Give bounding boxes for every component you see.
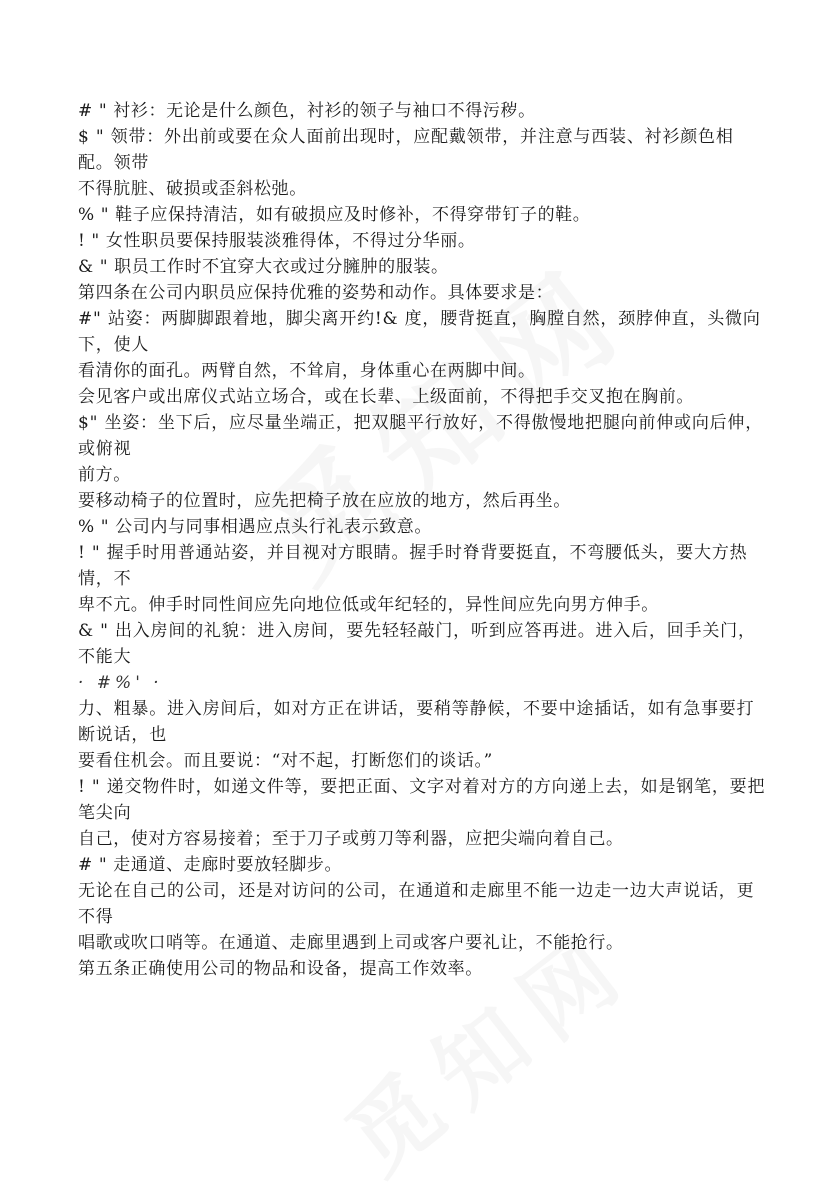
text-line: $" 坐姿：坐下后，应尽量坐端正，把双腿平行放好，不得傲慢地把腿向前伸或向后伸，或俯视	[78, 413, 764, 459]
section-heading: 第五条正确使用公司的物品和设备，提高工作效率。	[78, 959, 483, 979]
text-line: 要看住机会。而且要说：“对不起，打断您们的谈话。”	[78, 751, 493, 771]
stray-marks: · #%' ·	[78, 673, 163, 693]
text-line: 自己，使对方容易接着；至于刀子或剪刀等利器，应把尖端向着自己。	[78, 829, 624, 849]
text-line: ! " 握手时用普通站姿，并目视对方眼睛。握手时脊背要挺直，不弯腰低头，要大方热情，不	[78, 543, 748, 589]
text-line: 要移动椅子的位置时，应先把椅子放在应放的地方，然后再坐。	[78, 491, 571, 511]
text-line: $ " 领带：外出前或要在众人面前出现时，应配戴领带，并注意与西装、衬衫颜色相配。领带	[78, 127, 734, 173]
text-line: # " 走通道、走廊时要放轻脚步。	[78, 855, 343, 875]
text-line: % " 鞋子应保持清洁，如有破损应及时修补，不得穿带钉子的鞋。	[78, 205, 591, 225]
text-line: 会见客户或出席仪式站立场合，或在长辈、上级面前，不得把手交叉抱在胸前。	[78, 387, 694, 407]
text-line: 不得肮脏、破损或歪斜松弛。	[78, 179, 307, 199]
text-line: % " 公司内与同事相遇应点头行礼表示致意。	[78, 517, 432, 537]
text-line: & " 职员工作时不宜穿大衣或过分臃肿的服装。	[78, 257, 449, 277]
text-line: 前方。	[78, 465, 131, 485]
text-line: ! " 递交物件时，如递文件等，要把正面、文字对着对方的方向递上去，如是钢笔，要把笔尖向	[78, 777, 766, 823]
text-line: ! " 女性职员要保持服装淡雅得体，不得过分华丽。	[78, 231, 476, 251]
text-line: 力、粗暴。进入房间后，如对方正在讲话，要稍等静候，不要中途插话，如有急事要打断说话，也	[78, 699, 755, 745]
text-line: #" 站姿：两脚脚跟着地，脚尖离开约!& 度，腰背挺直，胸膛自然，颈脖伸直，头微向下，使人	[78, 309, 761, 355]
text-line: & " 出入房间的礼貌：进入房间，要先轻轻敲门，听到应答再进。进入后，回手关门，不能大	[78, 621, 756, 667]
text-line: 卑不亢。伸手时同性间应先向地位低或年纪轻的，异性间应先向男方伸手。	[78, 595, 659, 615]
text-line: 看清你的面孔。两臂自然，不耸肩，身体重心在两脚中间。	[78, 361, 536, 381]
text-line: 唱歌或吹口哨等。在通道、走廊里遇到上司或客户要礼让，不能抢行。	[78, 933, 624, 953]
document-body	[78, 98, 768, 982]
text-line: # " 衬衫：无论是什么颜色，衬衫的领子与袖口不得污秽。	[78, 101, 536, 121]
section-heading: 第四条在公司内职员应保持优雅的姿势和动作。具体要求是：	[78, 283, 554, 303]
text-line: 无论在自己的公司，还是对访问的公司，在通道和走廊里不能一边走一边大声说话，更不得	[78, 881, 755, 927]
